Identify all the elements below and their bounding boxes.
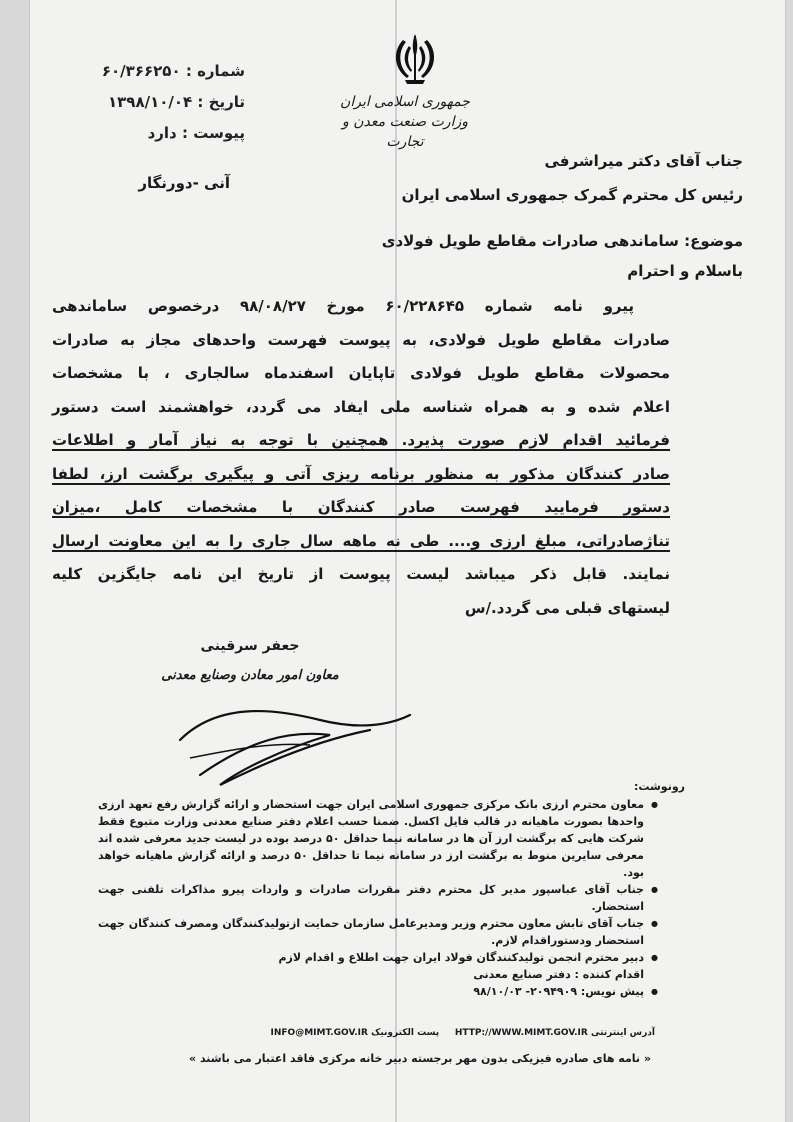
copies-label: رونوشت: — [633, 780, 685, 793]
copies-list — [98, 796, 658, 1000]
urgency-note: آنی -دورنگار — [138, 174, 230, 192]
body-line: صادرات مقاطع طویل فولادی، به پیوست فهرست واحدهای مجاز به صادرات — [52, 330, 670, 349]
subject-line: موضوع: ساماندهی صادرات مقاطع طویل فولادی — [381, 232, 743, 250]
date-label: تاریخ : — [197, 93, 245, 111]
body-line: پیرو نامه شماره ۶۰/۲۲۸۶۴۵ مورخ ۹۸/۰۸/۲۷ درخصوص ساماندهی — [52, 297, 634, 315]
signer-title: معاون امور معادن وصنایع معدنی — [161, 668, 339, 683]
letter-date — [85, 93, 245, 111]
attachment-label: پیوست : — [181, 124, 245, 142]
email-link[interactable]: INFO@MIMT.GOV.IR — [270, 1028, 368, 1038]
body-line: صادر کنندگان مذکور به منظور برنامه ریزی آتی و پیگیری برگشت ارز، لطفا — [52, 464, 670, 483]
body-line: نمایند. قابل ذکر میباشد لیست پیوست از تاریخ این نامه جایگزین کلیه — [52, 565, 670, 583]
body-line: محصولات مقاطع طویل فولادی تاپایان اسفندماه سالجاری ، با مشخصات — [52, 364, 670, 382]
letter-attachment — [85, 124, 245, 142]
website-link[interactable]: HTTP://WWW.MIMT.GOV.IR — [454, 1028, 588, 1038]
copy-recipient: ● معاون محترم ارزی بانک مرکزی جمهوری اسلامی ایران جهت استحضار و ارائه گزارش رفع تعهد ارزی واحدها بصورت ماهیانه در قالب فایل اکسل. ضمنا حسب اعلام دفتر صنایع معدنی وزارت متبوع فقط شرکت هایی که برگشت ارز آن ها در سامانه نیما حداقل ۵۰ درصد بوده در لیست جدید معرفی شده اند معرفی سایرین منوط به برگشت ارز در سامانه نیما تا حداقل ۵۰ درصد و ارائه گزارش ماهیانه خواهد بود. — [98, 796, 658, 881]
body-line: لیستهای قبلی می گردد./س — [464, 598, 670, 617]
addressee-title: رئیس کل محترم گمرک جمهوری اسلامی ایران — [401, 186, 743, 204]
draft-number: ● پیش نویس: ۲۰۹۴۹۰۹- ۹۸/۱۰/۰۳ — [98, 983, 658, 1000]
org-line-2: وزارت صنعت معدن و تجارت — [342, 114, 468, 150]
iran-emblem-icon — [385, 30, 445, 90]
number-value: ۶۰/۳۶۶۲۵۰ — [101, 62, 181, 80]
letter-body — [52, 290, 670, 625]
body-line: دستور فرمایید فهرست صادر کنندگان با مشخصات کامل ،میزان — [52, 498, 670, 516]
website-label: آدرس اینترنتی — [590, 1028, 655, 1038]
body-line: تناژصادراتی، مبلغ ارزی و.... طی نه ماهه سال جاری را به این معاونت ارسال — [52, 531, 670, 550]
signer-name: جعفر سرقینی — [200, 638, 300, 654]
org-name — [330, 92, 480, 152]
footer-contacts — [235, 1028, 655, 1038]
copy-recipient: ● جناب آقای عباسپور مدیر کل محترم دفتر مقررات صادرات و واردات پیرو مذاکرات تلفنی جهت استحضار. — [98, 881, 658, 915]
greeting: باسلام و احترام — [627, 262, 743, 280]
footer-note: « نامه های صادره فیزیکی بدون مهر برجسته دبیر خانه مرکزی فاقد اعتبار می باشند » — [189, 1052, 651, 1065]
letter-number — [85, 62, 245, 80]
org-line-1: جمهوری اسلامی ایران — [340, 94, 470, 110]
action-office: اقدام کننده : دفتر صنایع معدنی — [473, 968, 644, 981]
number-label: شماره : — [185, 62, 245, 80]
attachment-value: دارد — [147, 124, 177, 142]
copy-recipient: ● جناب آقای تابش معاون محترم وزیر ومدیرعامل سازمان حمایت ازتولیدکنندگان ومصرف کنندگان جهت استحضار ودستوراقدام لازم. — [98, 915, 658, 949]
handwritten-signature — [160, 680, 420, 790]
addressee-name: جناب آقای دکتر میراشرفی — [544, 152, 743, 170]
email-label: پست الکترونیک — [371, 1028, 440, 1038]
copy-recipient: ● دبیر محترم انجمن تولیدکنندگان فولاد ایران جهت اطلاع و اقدام لازم — [98, 949, 658, 966]
date-value: ۱۳۹۸/۱۰/۰۴ — [107, 93, 193, 111]
body-line: اعلام شده و به همراه شناسه ملی ایفاد می گردد، خواهشمند است دستور — [52, 397, 670, 416]
body-line: فرمائید اقدام لازم صورت پذیرد. همچنین با توجه به نیاز آمار و اطلاعات — [52, 431, 670, 449]
